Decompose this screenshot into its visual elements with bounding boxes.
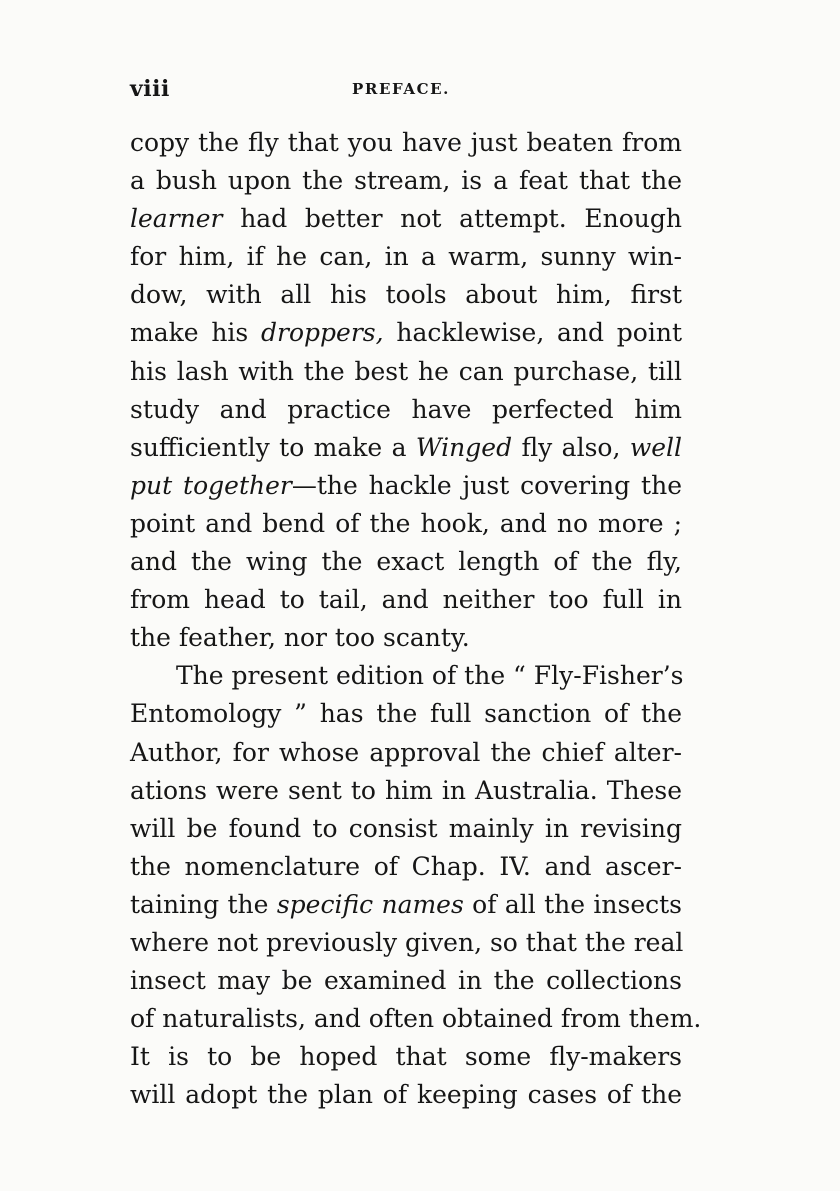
text-segment: study and practice have perfected him [130,394,682,424]
body-text [130,124,702,1114]
text-line [130,276,682,314]
text-segment: Entomology ” has the full sanction of the [130,699,682,729]
text-segment: hacklewise, and point [383,318,683,348]
text-segment: of all the insects [463,889,682,919]
text-segment: make his [130,318,262,348]
text-segment: the nomenclature of Chap. IV. and ascer- [130,851,682,881]
text-segment: and the wing the exact length of the fly, [130,547,682,577]
paragraph-end-line [130,619,682,657]
text-segment: from head to tail, and neither too full in [130,585,682,615]
text-line [130,924,682,962]
text-segment: where not previously given, so that the real [130,927,684,957]
text-line [130,962,682,1000]
text-line [130,391,682,429]
page-header [130,76,682,106]
text-segment: a bush upon the stream, is a feat that the [130,166,682,196]
text-line [130,810,682,848]
text-segment: of naturalists, and often obtained from them. [130,1004,702,1034]
text-segment: insect may be examined in the collections [130,966,682,996]
text-segment: —the hackle just covering the [291,470,683,500]
text-line [130,429,682,467]
text-line [130,1076,682,1114]
text-segment: ations were sent to him in Australia. These [130,775,682,805]
text-segment: had better not attempt. Enough [222,204,682,234]
text-line [130,581,682,619]
text-segment: sufficiently to make a [130,432,416,462]
text-segment: will adopt the plan of keeping cases of the [130,1080,682,1110]
text-line [130,353,682,391]
text-segment: for him, if he can, in a warm, sunny win- [130,242,682,272]
italic-segment: Winged [415,432,513,462]
text-segment: fly also, [512,432,630,462]
text-line [130,505,682,543]
italic-segment: learner [130,204,223,234]
text-segment: will be found to consist mainly in revising [130,813,682,843]
text-segment: point and bend of the hook, and no more ; [130,508,682,538]
text-segment: dow, with all his tools about him, first [130,280,682,310]
text-line [130,1038,682,1076]
text-segment: the feather, nor too scanty. [130,623,470,653]
text-line [130,238,682,276]
text-segment: copy the fly that you have just beaten from [130,128,682,157]
paragraph-start-line [130,657,682,695]
text-line [130,124,682,162]
text-line [130,695,682,733]
text-line [130,848,682,886]
italic-segment: droppers, [261,318,384,348]
running-head: PREFACE. [352,80,450,98]
italic-segment: well [629,432,682,462]
text-line [130,772,682,810]
text-line [130,200,682,238]
text-segment: Author, for whose approval the chief alter- [130,737,682,767]
text-line [130,886,682,924]
text-segment: The present edition of the “ Fly-Fisher’s [176,661,684,691]
text-segment: his lash with the best he can purchase, till [130,356,682,386]
text-line [130,1000,702,1038]
italic-segment: specific names [276,889,464,919]
text-line [130,314,682,352]
italic-segment: put together [130,470,292,500]
text-line [130,543,682,581]
text-line [130,467,682,505]
text-line [130,734,682,772]
text-segment: taining the [130,889,277,919]
page-number: viii [130,76,170,102]
text-segment: It is to be hoped that some fly-makers [130,1042,682,1072]
text-line [130,162,682,200]
